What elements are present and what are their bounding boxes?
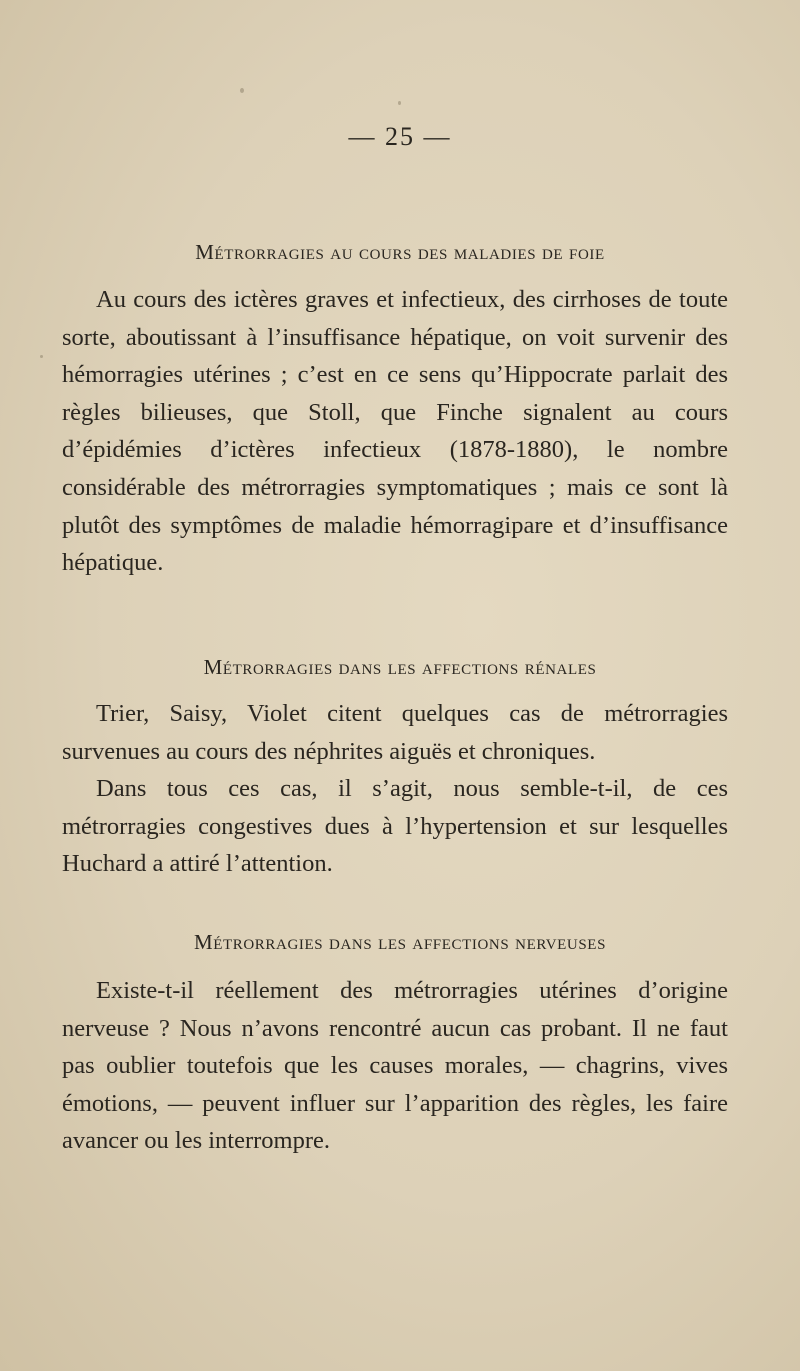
section-heading-nervous: Métrorragies dans les affections nerveuses xyxy=(193,930,607,954)
page-number: — 25 — xyxy=(348,122,452,151)
paper-speck xyxy=(240,88,244,93)
paper-speck xyxy=(40,355,43,358)
paragraph-liver: Au cours des ictères graves et infectieux, des cirrhoses de toute sorte, aboutissant à l’insuffisance hépatique, on voit survenir des hémorragies utérines ; c’est en ce sens qu’Hippocrate parlait des règles bilieuses, que Stoll, que Finche signalent au cours d’épidémies d’ictères infectieux (1878-1880), le nombre considérable des métrorragies symptomatiques ; mais ce sont là plutôt des symptômes de maladie hémorragipare et d’insuffisance hépatique. xyxy=(62,286,728,577)
paragraph-renal-congestive: Dans tous ces cas, il s’agit, nous semble-t-il, de ces métrorragies congestives dues à l’hypertension et sur lesquelles Huchard a attiré l’attention. xyxy=(62,775,728,878)
section-heading-liver: Métrorragies au cours des maladies de foie xyxy=(195,240,605,264)
paragraph-renal-cases: Trier, Saisy, Violet citent quelques cas de métrorragies survenues au cours des néphrites aiguës et chroniques. xyxy=(62,700,728,765)
paragraph-nervous: Existe-t-il réellement des métrorragies utérines d’origine nerveuse ? Nous n’avons rencontré aucun cas probant. Il ne faut pas oublier toutefois que les causes morales, — chagrins, vives émotions, — peuvent influer sur l’apparition des règles, les faire avancer ou les interrompre. xyxy=(62,977,728,1155)
paper-speck xyxy=(398,101,401,105)
section-heading-renal: Métrorragies dans les affections rénales xyxy=(203,655,597,679)
